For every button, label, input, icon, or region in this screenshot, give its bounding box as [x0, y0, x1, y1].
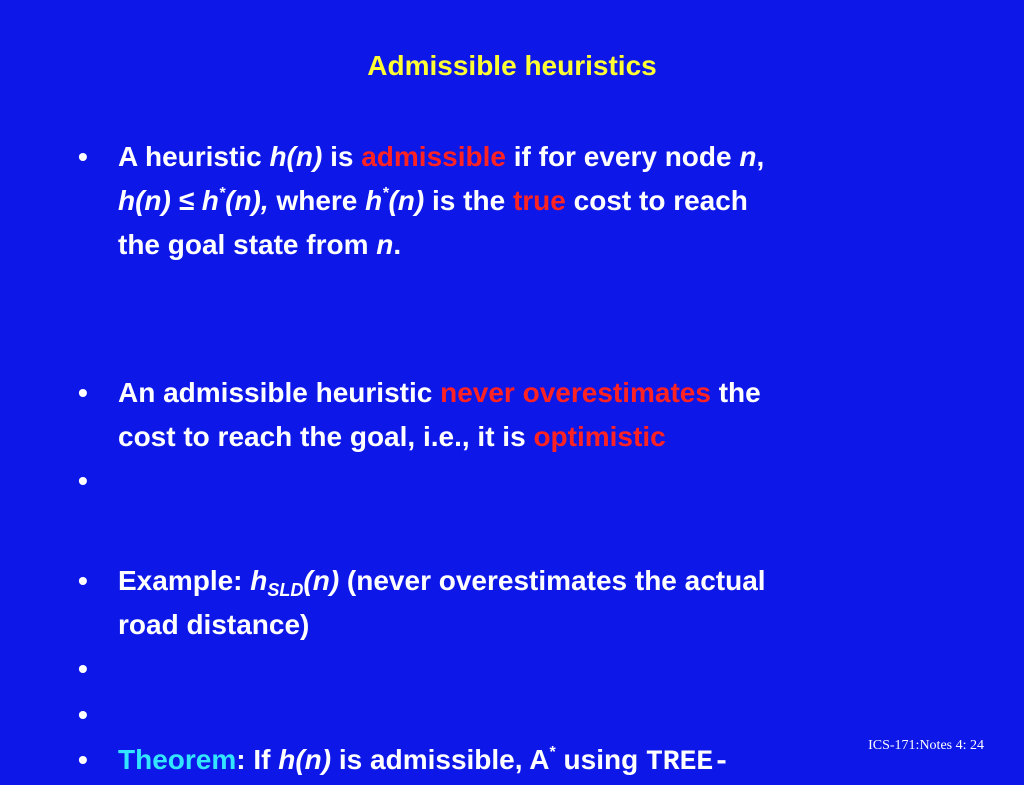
bullet-icon: •	[78, 653, 88, 684]
bullet-theorem	[78, 738, 918, 785]
bullet-line	[118, 738, 918, 785]
math-h-n: h(n)	[269, 141, 323, 172]
math-n: (n),	[225, 185, 269, 216]
slide-title: Admissible heuristics	[367, 50, 657, 81]
bullet-line	[118, 371, 918, 415]
math-inequality: h(n) ≤ h	[118, 185, 219, 216]
math-n: (n)	[388, 185, 425, 216]
math-star: *	[218, 185, 226, 202]
text-run: using	[555, 744, 646, 775]
bullet-never-overestimates	[78, 371, 918, 459]
highlight-optimistic: optimistic	[533, 421, 666, 452]
text-run: cost to reach the goal, i.e., it is	[118, 421, 534, 452]
math-n: n	[376, 229, 394, 260]
math-h-n: h(n)	[278, 744, 332, 775]
text-run: the goal state from	[118, 229, 377, 260]
highlight-true: true	[512, 185, 566, 216]
math-n: (n)	[303, 565, 340, 596]
text-run: : If	[236, 744, 279, 775]
text-run: An admissible heuristic	[118, 377, 441, 408]
bullet-line	[118, 559, 918, 603]
bullet-line	[118, 135, 918, 179]
highlight-theorem: Theorem	[118, 744, 237, 775]
highlight-never-overestimates: never overestimates	[440, 377, 711, 408]
text-run: the	[710, 377, 761, 408]
text-run: Example:	[118, 565, 251, 596]
bullet-icon: •	[78, 744, 88, 775]
bullet-line	[118, 603, 918, 647]
math-h: h	[250, 565, 268, 596]
text-run: A heuristic	[118, 141, 270, 172]
text-run: .	[393, 229, 402, 260]
highlight-admissible: admissible	[361, 141, 506, 172]
text-run: cost to reach	[565, 185, 748, 216]
text-run: is the	[424, 185, 513, 216]
bullet-icon: •	[78, 377, 88, 408]
math-star: *	[382, 185, 389, 202]
math-h: h	[365, 185, 383, 216]
text-run: road distance)	[118, 609, 310, 640]
bullet-icon: •	[78, 565, 88, 596]
text-run: (never overestimates the actual	[339, 565, 766, 596]
text-run: if for every node	[505, 141, 740, 172]
code-tree-search: TREE-	[645, 747, 730, 778]
bullet-icon: •	[78, 699, 88, 730]
math-star: *	[549, 744, 556, 761]
text-run: where	[268, 185, 366, 216]
bullet-admissible-definition	[78, 135, 918, 267]
bullet-line	[118, 179, 918, 223]
math-subscript-sld: SLD	[267, 580, 304, 600]
bullet-example	[78, 559, 918, 647]
bullet-icon: •	[78, 141, 88, 172]
text-run: ,	[756, 141, 765, 172]
bullet-line	[118, 223, 918, 267]
text-run: is admissible, A	[331, 744, 550, 775]
bullet-line	[118, 415, 918, 459]
slide-footer: ICS-171:Notes 4: 24	[868, 738, 984, 753]
text-run: is	[322, 141, 362, 172]
math-n: n	[739, 141, 757, 172]
bullet-icon: •	[78, 465, 88, 496]
